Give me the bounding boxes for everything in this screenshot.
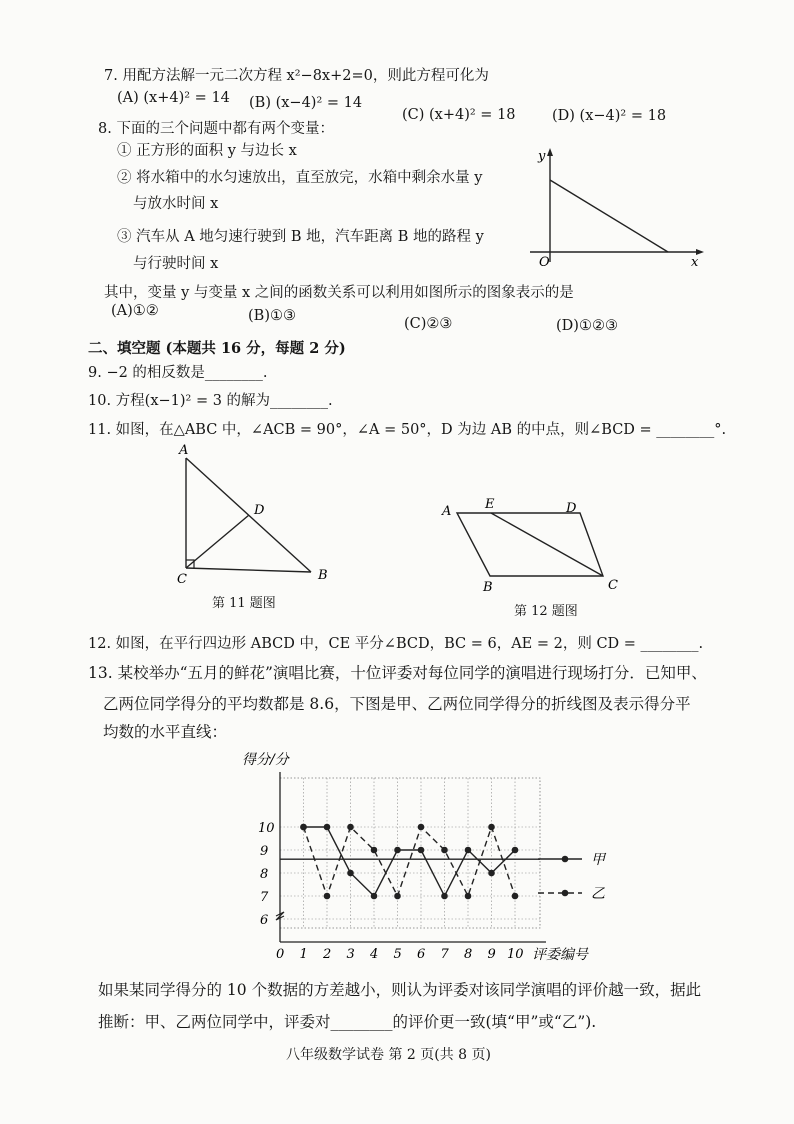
- chart-x-tick-label: 4: [370, 947, 379, 962]
- chart-point-1: [324, 893, 331, 900]
- chart-x-tick-label: 10: [507, 947, 524, 962]
- q12-line-ce: [491, 513, 603, 576]
- chart-point-1: [371, 847, 378, 854]
- chart-y-axis-label: 得分/分: [242, 752, 289, 768]
- q13-line-1: 13. 某校举办“五月的鲜花”演唱比赛，十位评委对每位同学的演唱进行现场打分．已知甲、: [88, 664, 707, 682]
- chart-legend: [538, 852, 607, 902]
- q11-text: 11. 如图，在△ABC 中，∠ACB = 90°，∠A = 50°，D 为边 AB 的中点，则∠BCD = ________°.: [88, 422, 727, 438]
- q12-label-a: A: [442, 504, 452, 519]
- q12-text: 12. 如图，在平行四边形 ABCD 中，CE 平分∠BCD，BC = 6，AE = 2，则 CD = ________.: [88, 636, 704, 652]
- chart-point-1: [441, 847, 448, 854]
- chart-y-tick-label: 10: [258, 821, 275, 836]
- q11-median-cd: [186, 515, 249, 568]
- q8-option-d: (D)①②③: [556, 318, 618, 334]
- page-footer: 八年级数学试卷 第 2 页(共 8 页): [286, 1047, 491, 1063]
- chart-point-1: [347, 824, 354, 831]
- chart-legend-marker-0: [562, 856, 569, 863]
- q7-stem: 7. 用配方法解一元二次方程 x²−8x+2=0，则此方程可化为: [104, 68, 489, 84]
- q7-option-a: (A) (x+4)² = 14: [117, 90, 230, 106]
- q12-label-e: E: [485, 497, 495, 512]
- q8-item-2-line-1: ② 将水箱中的水匀速放出，直至放完，水箱中剩余水量 y: [117, 170, 483, 186]
- chart-point-0: [512, 847, 519, 854]
- chart-y-tick-label: 9: [260, 844, 269, 859]
- chart-y-tick-label: 8: [260, 867, 269, 882]
- q8-graph-line: [550, 180, 668, 252]
- q11-triangle-figure: [168, 440, 338, 585]
- chart-grid: [280, 778, 540, 928]
- q8-graph-origin-label: O: [539, 255, 550, 270]
- q8-option-a: (A)①②: [111, 303, 159, 319]
- q13-conclusion-line-1: 如果某同学得分的 10 个数据的方差越小，则认为评委对该同学演唱的评价越一致，据此: [98, 981, 702, 999]
- q10-text: 10. 方程(x−1)² = 3 的解为________.: [88, 393, 333, 409]
- q12-label-d: D: [566, 501, 577, 516]
- chart-y-tick-label: 6: [260, 913, 269, 928]
- chart-x-tick-label: 5: [393, 947, 402, 962]
- q8-function-graph: [528, 144, 708, 270]
- chart-x-tick-label: 2: [323, 947, 332, 962]
- q11-caption: 第 11 题图: [212, 596, 276, 611]
- chart-x-axis-label: 评委编号: [532, 947, 588, 963]
- chart-point-0: [441, 893, 448, 900]
- chart-point-1: [300, 824, 307, 831]
- q13-conclusion-line-2: 推断：甲、乙两位同学中，评委对________的评价更一致(填“甲”或“乙”).: [98, 1013, 597, 1031]
- q8-stem: 8. 下面的三个问题中都有两个变量：: [98, 121, 334, 137]
- q12-label-b: B: [483, 580, 493, 595]
- q8-conclusion: 其中，变量 y 与变量 x 之间的函数关系可以利用如图所示的图象表示的是: [104, 285, 574, 301]
- chart-legend-marker-1: [562, 890, 569, 897]
- chart-point-1: [465, 893, 472, 900]
- q8-item-1: ① 正方形的面积 y 与边长 x: [117, 143, 297, 159]
- q8-option-c: (C)②③: [404, 316, 453, 332]
- q13-line-2: 乙两位同学得分的平均数都是 8.6，下图是甲、乙两位同学得分的折线图及表示得分平: [103, 695, 691, 713]
- chart-series-line-1: [304, 827, 516, 896]
- chart-point-0: [394, 847, 401, 854]
- chart-point-0: [465, 847, 472, 854]
- chart-legend-label-0: 甲: [591, 852, 605, 868]
- q7-option-d: (D) (x−4)² = 18: [552, 108, 667, 124]
- chart-point-0: [347, 870, 354, 877]
- chart-point-1: [512, 893, 519, 900]
- q11-label-d: D: [254, 503, 265, 518]
- q8-item-3-line-2: 与行驶时间 x: [133, 256, 219, 272]
- q11-label-b: B: [318, 568, 328, 583]
- chart-x-tick-label: 9: [487, 947, 496, 962]
- q8-item-2-line-2: 与放水时间 x: [133, 196, 219, 212]
- chart-legend-label-1: 乙: [591, 886, 605, 902]
- chart-x-tick-label: 7: [440, 947, 449, 962]
- q12-parallelogram-figure: [438, 497, 628, 597]
- q7-option-c: (C) (x+4)² = 18: [402, 107, 516, 123]
- chart-point-1: [394, 893, 401, 900]
- q13-score-chart: [240, 748, 620, 968]
- q12-label-c: C: [608, 578, 618, 593]
- chart-y-tick-label: 7: [260, 890, 269, 905]
- chart-point-0: [324, 824, 331, 831]
- chart-point-0: [488, 870, 495, 877]
- section-2-title: 二、填空题 (本题共 16 分，每题 2 分): [88, 340, 346, 357]
- q7-option-b: (B) (x−4)² = 14: [249, 95, 363, 111]
- chart-x-tick-label: 1: [299, 947, 308, 962]
- chart-point-1: [488, 824, 495, 831]
- q11-label-a: A: [179, 443, 189, 458]
- chart-grid-frame: [280, 778, 540, 928]
- chart-marks: [280, 824, 540, 900]
- chart-x-tick-label: 8: [464, 947, 473, 962]
- chart-x-tick-label: 0: [276, 947, 285, 962]
- q9-text: 9. −2 的相反数是________.: [88, 365, 268, 381]
- q12-caption: 第 12 题图: [514, 604, 578, 619]
- chart-point-1: [418, 824, 425, 831]
- q13-line-3: 均数的水平直线：: [103, 723, 228, 741]
- q8-option-b: (B)①③: [248, 308, 296, 324]
- chart-x-tick-label: 6: [417, 947, 426, 962]
- chart-series-line-0: [304, 827, 516, 896]
- chart-x-tick-label: 3: [346, 947, 355, 962]
- q8-graph-x-label: x: [691, 255, 699, 270]
- chart-point-0: [418, 847, 425, 854]
- q8-graph-y-label: y: [538, 149, 546, 164]
- q11-label-c: C: [177, 572, 187, 587]
- chart-axes: [258, 772, 546, 962]
- q8-item-3-line-1: ③ 汽车从 A 地匀速行驶到 B 地，汽车距离 B 地的路程 y: [117, 229, 484, 245]
- chart-point-0: [371, 893, 378, 900]
